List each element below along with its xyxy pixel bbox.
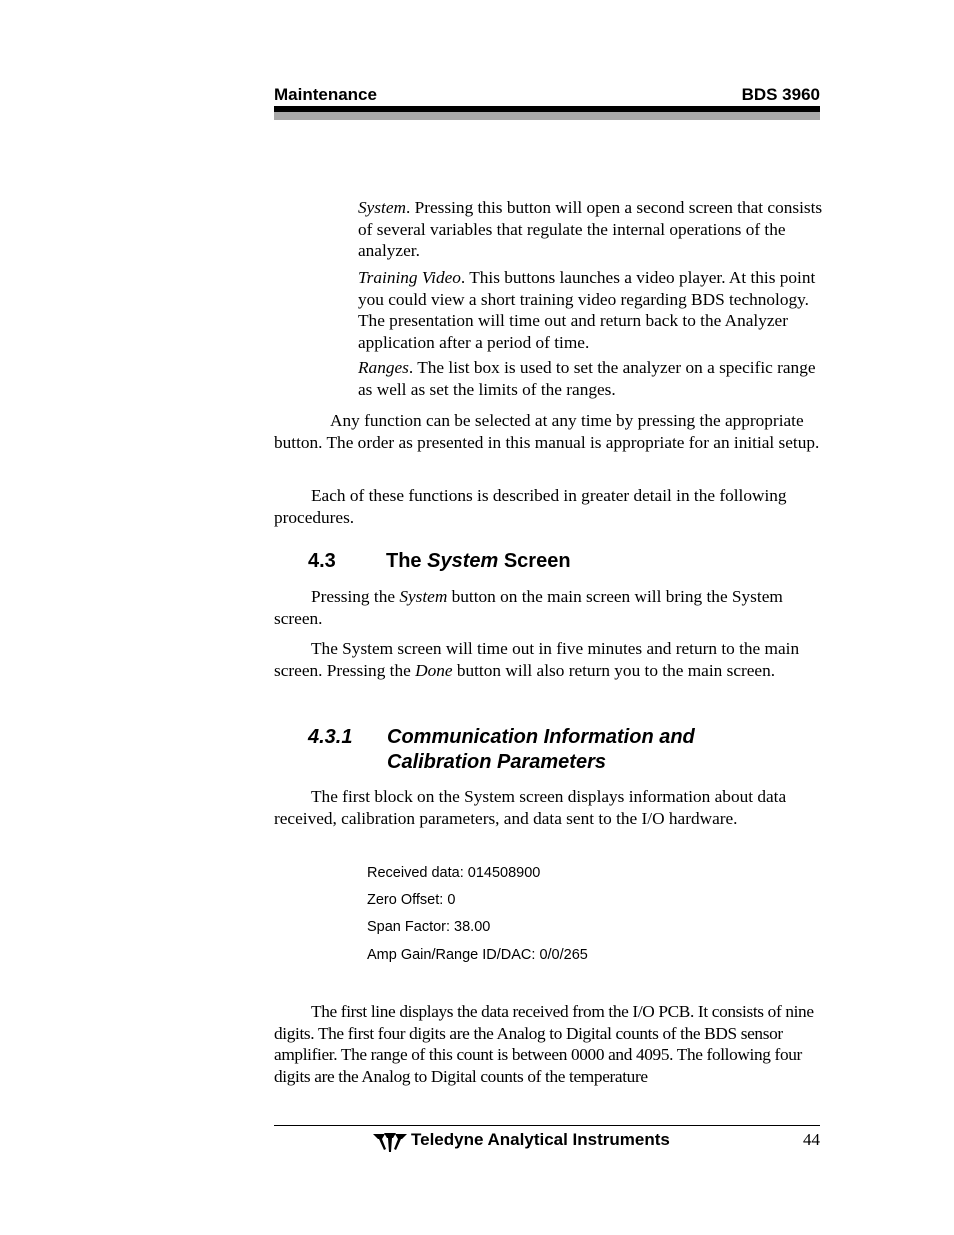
section-title-term: System <box>427 550 499 572</box>
paragraph-first-line: The first line displays the data received from the I/O PCB. It consists of nine digits. The first four digits are the Analog to Digital counts of the BDS sensor amplifier. The range of this count is between 0000 and 4095. The following four digits are the Analog to Digital counts of the temperature <box>274 1002 814 1086</box>
footer-company-name: Teledyne Analytical Instruments <box>411 1130 670 1149</box>
text-pre: Pressing the <box>311 587 400 606</box>
readout-amp-gain: Amp Gain/Range ID/DAC: 0/0/265 <box>367 947 588 963</box>
paragraph-first-block: The first block on the System screen displays information about data received, calibration parameters, and data sent to the I/O hardware. <box>274 787 787 828</box>
list-item-training-video <box>358 267 823 353</box>
paragraph-pressing-system <box>274 586 820 629</box>
text-pre: The System screen will time out in five minutes and return to the main screen. Pressing the <box>274 639 800 680</box>
teledyne-logo-icon <box>372 1131 408 1153</box>
term-system: System <box>358 198 406 217</box>
readout-span-factor: Span Factor: 38.00 <box>367 919 491 935</box>
footer-rule <box>274 1125 820 1126</box>
subsection-title-line1: Communication Information and <box>387 726 695 748</box>
header-product-name: BDS 3960 <box>741 85 820 104</box>
list-item-text: . This buttons launches a video player. At this point you could view a short training video regarding BDS technology. The presentation will time out and return back to the Analyzer application after a period of time. <box>358 268 816 352</box>
section-title-post: Screen <box>498 550 571 572</box>
paragraph-any-function: Any function can be selected at any time by pressing the appropriate button. The order as presented in this manual is appropriate for an initial setup. <box>274 411 820 452</box>
text-post: button will also return you to the main screen. <box>452 660 776 680</box>
term-ranges: Ranges <box>358 358 409 377</box>
list-item-system <box>358 197 823 262</box>
paragraph-timeout <box>274 638 820 681</box>
list-item-text: . Pressing this button will open a second screen that consists of several variables that regulate the internal operations of the analyzer. <box>358 198 823 260</box>
text-post: button on the main screen will bring the System screen. <box>274 587 783 628</box>
section-title <box>386 550 571 573</box>
list-item-text: . The list box is used to set the analyzer on a specific range as well as set the limits of the ranges. <box>358 358 816 399</box>
section-number: 4.3 <box>308 550 336 572</box>
list-item-ranges <box>358 357 823 400</box>
readout-received-data: Received data: 014508900 <box>367 865 541 881</box>
term-done: Done <box>415 660 453 680</box>
subsection-number: 4.3.1 <box>308 726 353 748</box>
readout-zero-offset: Zero Offset: 0 <box>367 892 456 908</box>
header-rule-shadow <box>274 112 820 120</box>
header-section-title: Maintenance <box>274 85 377 104</box>
term-system: System <box>399 587 448 606</box>
paragraph-each-function: Each of these functions is described in greater detail in the following procedures. <box>274 486 787 527</box>
section-title-pre: The <box>386 550 428 572</box>
page-number: 44 <box>803 1130 820 1149</box>
subsection-title-line2: Calibration Parameters <box>387 751 606 773</box>
term-training-video: Training Video <box>358 268 461 287</box>
